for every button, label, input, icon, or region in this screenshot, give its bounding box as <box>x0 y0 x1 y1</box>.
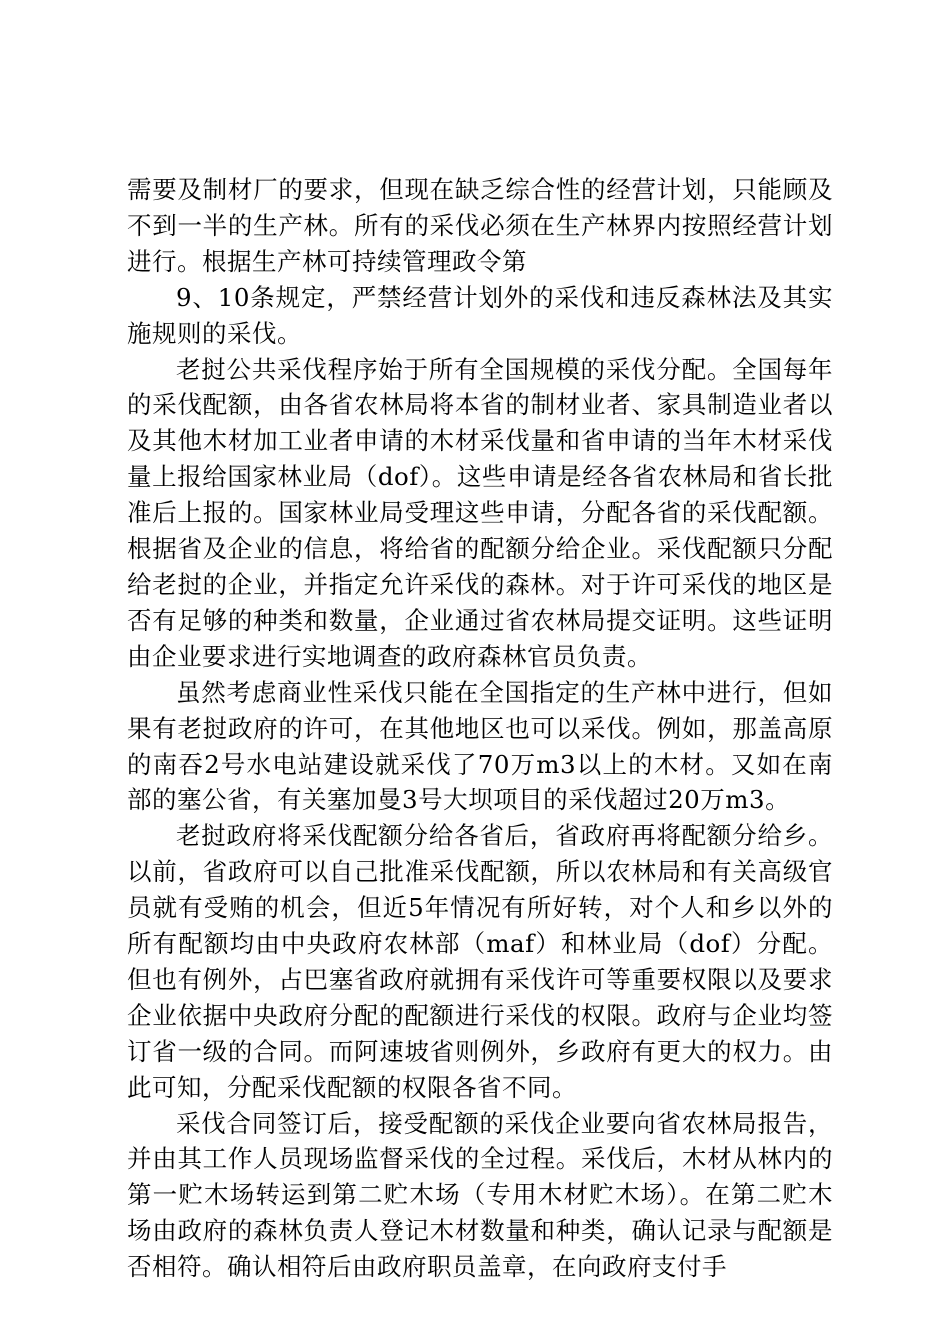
paragraph-2: 9、10条规定，严禁经营计划外的采伐和违反森林法及其实施规则的采伐。 <box>127 282 833 348</box>
paragraph-5: 老挝政府将采伐配额分给各省后，省政府再将配额分给乡。以前，省政府可以自己批准采伐配额，所以农林局和有关高级官员就有受贿的机会，但近5年情况有所好转，对个人和乡以外的所有配额均由中央政府农林部（maf）和林业局（dof）分配。但也有例外，占巴塞省政府就拥有采伐许可等重要权限以及要求企业依据中央政府分配的配额进行采伐的权限。政府与企业均签订省一级的合同。而阿速坡省则例外，乡政府有更大的权力。由此可知，分配采伐配额的权限各省不同。 <box>127 821 833 1102</box>
document-body <box>127 172 833 1285</box>
paragraph-4: 虽然考虑商业性采伐只能在全国指定的生产林中进行，但如果有老挝政府的许可，在其他地区也可以采伐。例如，那盖高原的南吞2号水电站建设就采伐了70万m3以上的木材。又如在南部的塞公省，有关塞加曼3号大坝项目的采伐超过20万m3。 <box>127 677 833 815</box>
paragraph-3: 老挝公共采伐程序始于所有全国规模的采伐分配。全国每年的采伐配额，由各省农林局将本省的制材业者、家具制造业者以及其他木材加工业者申请的木材采伐量和省申请的当年木材采伐量上报给国家林业局（dof）。这些申请是经各省农林局和省长批准后上报的。国家林业局受理这些申请，分配各省的采伐配额。根据省及企业的信息，将给省的配额分给企业。采伐配额只分配给老挝的企业，并指定允许采伐的森林。对于许可采伐的地区是否有足够的种类和数量，企业通过省农林局提交证明。这些证明由企业要求进行实地调查的政府森林官员负责。 <box>127 354 833 671</box>
paragraph-1: 需要及制材厂的要求，但现在缺乏综合性的经营计划，只能顾及不到一半的生产林。所有的采伐必须在生产林界内按照经营计划进行。根据生产林可持续管理政令第 <box>127 175 833 276</box>
paragraph-6: 采伐合同签订后，接受配额的采伐企业要向省农林局报告，并由其工作人员现场监督采伐的全过程。采伐后，木材从林内的第一贮木场转运到第二贮木场（专用木材贮木场）。在第二贮木场由政府的森林负责人登记木材数量和种类，确认记录与配额是否相符。确认相符后由政府职员盖章，在向政府支付手 <box>127 1108 833 1282</box>
